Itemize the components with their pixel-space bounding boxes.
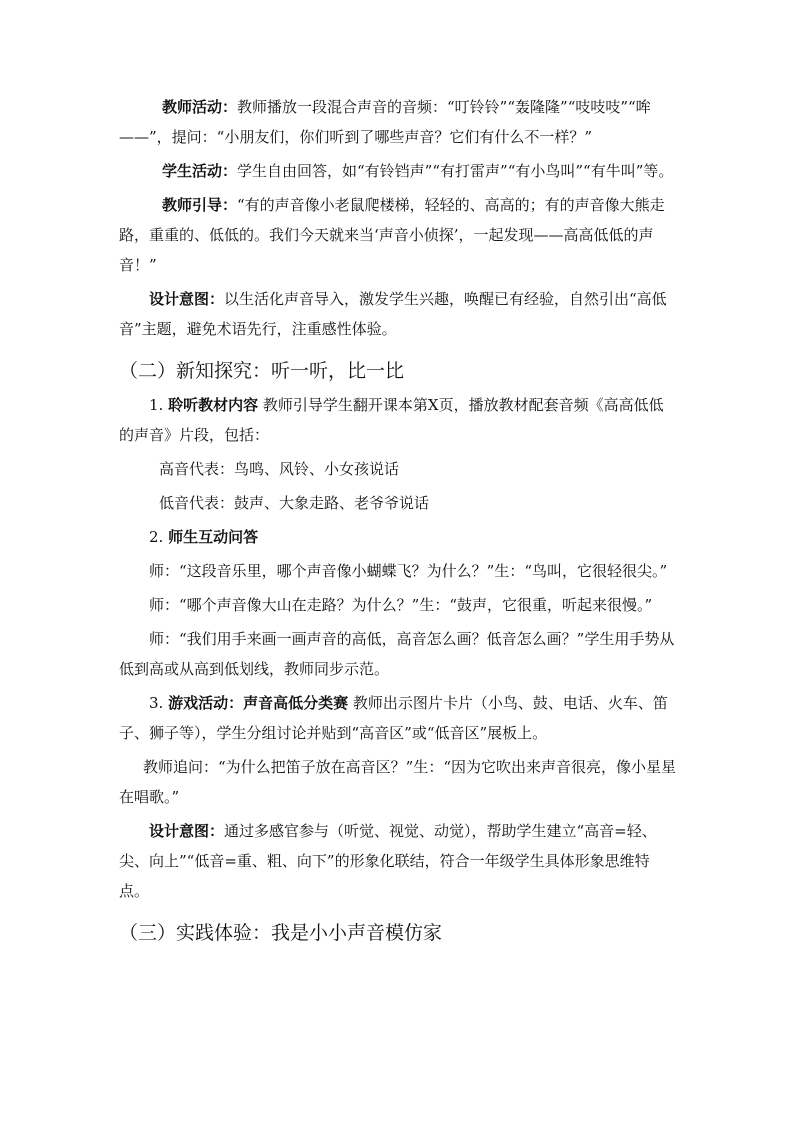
design-intent-paragraph-1 [119, 284, 677, 344]
student-activity-text: 学生自由回答，如“有铃铛声”“有打雷声”“有小鸟叫”“有牛叫”等。 [237, 162, 674, 180]
qa-mountain: 师：“哪个声音像大山在走路？为什么？”生：“鼓声，它很重，听起来很慢。” [149, 596, 653, 614]
student-activity-label: 学生活动： [162, 162, 238, 180]
section-heading-explore: （二）新知探究：听一听，比一比 [119, 360, 405, 382]
teacher-activity-text: 教师播放一段混合声音的音频：“叮铃铃”“轰隆隆”“吱吱吱”“哞——”，提问：“小朋友们，你们听到了哪些声音？它们有什么不一样？” [119, 98, 651, 146]
item-2-number: 2. [149, 528, 164, 546]
item-2-label: 师生互动问答 [168, 528, 259, 546]
qa-butterfly: 师：“这段音乐里，哪个声音像小蝴蝶飞？为什么？”生：“鸟叫，它很轻很尖。” [149, 562, 668, 580]
item-1-number: 1. [149, 396, 164, 414]
design-intent-paragraph-2 [119, 816, 677, 906]
item-3-paragraph [119, 688, 677, 748]
item-3-text: 教师出示图片卡片（小鸟、鼓、电话、火车、笛子、狮子等），学生分组讨论并贴到“高音区”或“低音区”展板上。 [119, 694, 668, 742]
teacher-activity-paragraph [119, 92, 677, 152]
item-3-number: 3. [149, 694, 164, 712]
document-body [119, 92, 677, 948]
item-1-label: 聆听教材内容 [168, 396, 259, 414]
item-3-label: 游戏活动： [168, 694, 244, 712]
design-intent-text-1: 以生活化声音导入，激发学生兴趣，唤醒已有经验，自然引出“高低音”主题，避免术语先行，注重感性体验。 [119, 290, 667, 338]
teacher-guide-paragraph [119, 190, 677, 280]
teacher-guide-text: “有的声音像小老鼠爬楼梯，轻轻的、高高的；有的声音像大熊走路，重重的、低低的。我们今天就来当‘声音小侦探’，一起发现——高高低低的声音！” [119, 196, 665, 274]
low-sound-examples: 低音代表：鼓声、大象走路、老爷爷说话 [159, 494, 430, 512]
teacher-followup: 教师追问：“为什么把笛子放在高音区？”生：“因为它吹出来声音很亮，像小星星在唱歌。” [119, 758, 677, 806]
design-intent-text-2: 通过多感官参与（听觉、视觉、动觉），帮助学生建立“高音=轻、尖、向上”“低音=重、粗、向下”的形象化联结，符合一年级学生具体形象思维特点。 [119, 822, 657, 900]
teacher-activity-label: 教师活动： [162, 98, 238, 116]
item-1-paragraph [119, 390, 677, 450]
teacher-guide-label: 教师引导： [162, 196, 238, 214]
item-2-paragraph [119, 522, 677, 552]
qa-hand-drawing: 师：“我们用手来画一画声音的高低，高音怎么画？低音怎么画？”学生用手势从低到高或从高到低划线，教师同步示范。 [119, 630, 675, 678]
item-3-game-name: 声音高低分类赛 [243, 694, 349, 712]
section-heading-practice: （三）实践体验：我是小小声音模仿家 [119, 922, 443, 944]
item-1-text: 教师引导学生翻开课本第X页，播放教材配套音频《高高低低的声音》片段，包括： [119, 396, 664, 444]
student-activity-paragraph [119, 156, 677, 186]
design-intent-label-1: 设计意图： [149, 290, 225, 308]
high-sound-examples: 高音代表：鸟鸣、风铃、小女孩说话 [159, 460, 400, 478]
design-intent-label-2: 设计意图： [149, 822, 225, 840]
